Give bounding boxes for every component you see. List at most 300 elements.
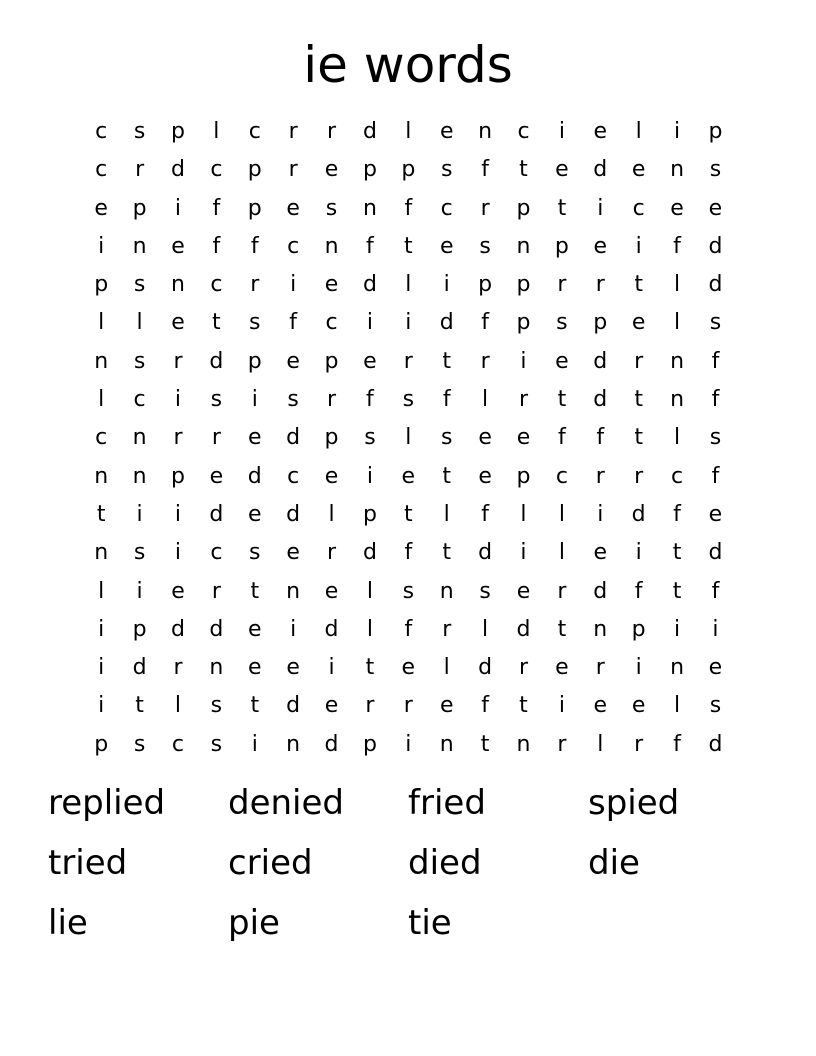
grid-letter: f bbox=[481, 693, 489, 719]
grid-letter: p bbox=[132, 616, 147, 642]
grid-letter: f bbox=[250, 233, 259, 259]
grid-letter: e bbox=[286, 655, 300, 681]
grid-letter: t bbox=[135, 693, 144, 719]
grid-letter: l bbox=[482, 616, 489, 642]
grid-letter: e bbox=[324, 693, 339, 719]
grid-letter: n bbox=[478, 119, 493, 144]
grid-letter: f bbox=[673, 501, 681, 527]
grid-letter: p bbox=[247, 157, 262, 183]
grid-letter: c bbox=[210, 157, 223, 183]
grid-letter: i bbox=[366, 463, 373, 489]
grid-letter: d bbox=[362, 272, 377, 298]
grid-letter: d bbox=[286, 693, 301, 719]
grid-letter: e bbox=[593, 119, 608, 144]
grid-letter: r bbox=[557, 731, 567, 757]
grid-letter: r bbox=[288, 119, 298, 144]
grid-letter: f bbox=[212, 195, 221, 221]
grid-letter: i bbox=[673, 616, 681, 642]
grid-letter: l bbox=[366, 578, 373, 604]
grid-letter: d bbox=[362, 540, 377, 566]
grid-letter: c bbox=[171, 731, 185, 757]
grid-letter: e bbox=[631, 693, 646, 719]
grid-letter: t bbox=[442, 463, 452, 489]
grid-letter: c bbox=[95, 425, 108, 451]
grid-letter: f bbox=[404, 540, 413, 566]
grid-letter: d bbox=[324, 731, 339, 757]
grid-letter: t bbox=[519, 693, 528, 719]
grid-letter: n bbox=[439, 731, 454, 757]
grid-letter: f bbox=[711, 578, 720, 604]
grid-letter: e bbox=[631, 157, 646, 183]
grid-letter: n bbox=[132, 425, 147, 451]
grid-letter: e bbox=[94, 195, 108, 221]
grid-letter: i bbox=[597, 501, 604, 527]
grid-letter: n bbox=[94, 540, 109, 566]
grid-letter: r bbox=[634, 348, 644, 374]
grid-letter: i bbox=[597, 195, 604, 221]
grid-letter: l bbox=[673, 425, 681, 451]
grid-letter: e bbox=[555, 655, 569, 681]
grid-letter: e bbox=[363, 348, 377, 374]
word-list-item: spied bbox=[588, 783, 680, 823]
grid-letter: e bbox=[324, 272, 339, 298]
grid-letter: l bbox=[405, 119, 412, 144]
grid-letter: e bbox=[324, 463, 339, 489]
grid-letter: i bbox=[174, 540, 182, 566]
grid-letter: i bbox=[98, 616, 105, 642]
grid-letter: e bbox=[439, 233, 454, 259]
grid-letter: e bbox=[593, 233, 608, 259]
grid-letter: i bbox=[174, 387, 182, 413]
grid-letter: n bbox=[286, 578, 301, 604]
grid-letter: f bbox=[481, 501, 489, 527]
grid-letter: l bbox=[520, 501, 527, 527]
word-list-item: die bbox=[588, 843, 640, 883]
grid-letter: l bbox=[482, 387, 489, 413]
grid-letter: e bbox=[247, 616, 262, 642]
grid-letter: l bbox=[558, 501, 565, 527]
grid-letter: i bbox=[443, 272, 450, 298]
grid-letter: d bbox=[362, 119, 377, 144]
grid-letter: r bbox=[365, 693, 375, 719]
grid-letter: s bbox=[364, 425, 376, 451]
grid-letter: e bbox=[286, 540, 300, 566]
grid-letter: r bbox=[442, 616, 452, 642]
grid-letter: i bbox=[98, 693, 105, 719]
grid-letter: l bbox=[98, 387, 105, 413]
grid-letter: t bbox=[480, 731, 490, 757]
grid-letter: t bbox=[672, 578, 682, 604]
grid-letter: n bbox=[132, 233, 147, 259]
grid-letter: l bbox=[174, 693, 182, 719]
grid-letter: d bbox=[708, 540, 723, 566]
grid-letter: d bbox=[439, 310, 454, 336]
grid-letter: t bbox=[250, 693, 260, 719]
grid-letter: s bbox=[709, 425, 722, 451]
grid-letter: s bbox=[709, 310, 722, 336]
grid-letter: p bbox=[516, 310, 531, 336]
grid-letter: d bbox=[478, 540, 493, 566]
grid-letter: r bbox=[595, 463, 605, 489]
grid-letter: r bbox=[173, 425, 183, 451]
grid-letter: l bbox=[673, 310, 681, 336]
grid-letter: p bbox=[516, 195, 531, 221]
grid-letter: i bbox=[712, 616, 719, 642]
word-list-item: tie bbox=[408, 903, 452, 943]
grid-letter: r bbox=[480, 195, 490, 221]
grid-letter: p bbox=[362, 157, 377, 183]
grid-letter: e bbox=[171, 310, 185, 336]
grid-letter: e bbox=[670, 195, 684, 221]
word-list-item: pie bbox=[228, 903, 280, 943]
grid-letter: f bbox=[673, 731, 681, 757]
grid-letter: i bbox=[98, 233, 105, 259]
grid-letter: c bbox=[248, 119, 261, 144]
grid-letter: e bbox=[555, 157, 569, 183]
grid-letter: f bbox=[366, 387, 374, 413]
grid-letter: r bbox=[518, 387, 529, 413]
grid-letter: e bbox=[247, 655, 262, 681]
grid-letter: i bbox=[635, 655, 642, 681]
grid-letter: t bbox=[634, 425, 643, 451]
grid-letter: n bbox=[362, 195, 377, 221]
grid-letter: p bbox=[554, 233, 569, 259]
grid-letter: t bbox=[634, 272, 643, 298]
grid-letter: e bbox=[247, 501, 262, 527]
grid-letter: e bbox=[708, 655, 723, 681]
grid-letter: i bbox=[673, 119, 681, 144]
grid-letter: c bbox=[440, 195, 453, 221]
grid-letter: p bbox=[170, 463, 185, 489]
grid-letter: t bbox=[519, 157, 528, 183]
grid-letter: e bbox=[401, 463, 416, 489]
grid-letter: i bbox=[251, 387, 258, 413]
grid-letter: d bbox=[593, 157, 608, 183]
grid-letter: t bbox=[212, 310, 221, 336]
grid-letter: t bbox=[96, 501, 106, 527]
grid-letter: c bbox=[632, 195, 645, 221]
grid-letter: n bbox=[439, 578, 454, 604]
grid-letter: n bbox=[132, 463, 147, 489]
grid-letter: d bbox=[247, 463, 262, 489]
grid-letter: n bbox=[670, 348, 685, 374]
grid-letter: d bbox=[631, 501, 646, 527]
grid-letter: n bbox=[593, 616, 608, 642]
grid-letter: r bbox=[327, 387, 337, 413]
grid-letter: c bbox=[671, 463, 684, 489]
grid-letter: l bbox=[98, 310, 105, 336]
grid-letter: s bbox=[133, 272, 146, 298]
grid-letter: l bbox=[405, 425, 412, 451]
grid-letter: i bbox=[558, 119, 565, 144]
grid-letter: e bbox=[593, 693, 608, 719]
grid-letter: r bbox=[327, 119, 337, 144]
grid-letter: f bbox=[481, 310, 489, 336]
grid-letter: i bbox=[635, 540, 642, 566]
grid-letter: d bbox=[286, 425, 301, 451]
grid-letter: r bbox=[211, 425, 221, 451]
grid-letter: n bbox=[324, 233, 339, 259]
grid-letter: i bbox=[251, 731, 258, 757]
grid-letter: f bbox=[711, 463, 720, 489]
word-list-item: cried bbox=[228, 843, 313, 883]
grid-letter: n bbox=[94, 463, 109, 489]
page-title: ie words bbox=[303, 36, 513, 94]
grid-letter: s bbox=[479, 578, 491, 604]
grid-letter: r bbox=[634, 731, 644, 757]
grid-letter: e bbox=[478, 425, 492, 451]
grid-letter: l bbox=[328, 501, 335, 527]
grid-letter: t bbox=[404, 233, 413, 259]
word-list bbox=[48, 778, 768, 958]
grid-letter: n bbox=[670, 655, 685, 681]
grid-letter: l bbox=[98, 578, 105, 604]
grid-letter: l bbox=[366, 616, 373, 642]
grid-letter: r bbox=[480, 348, 490, 374]
grid-letter: i bbox=[136, 501, 143, 527]
grid-letter: t bbox=[557, 387, 567, 413]
grid-letter: s bbox=[402, 578, 415, 604]
grid-letter: s bbox=[133, 731, 146, 757]
grid-letter: i bbox=[136, 578, 143, 604]
grid-letter: s bbox=[440, 425, 453, 451]
grid-letter: t bbox=[442, 348, 452, 374]
grid-letter: e bbox=[401, 655, 416, 681]
grid-letter: r bbox=[173, 655, 183, 681]
grid-letter: s bbox=[210, 731, 223, 757]
grid-letter: p bbox=[94, 731, 109, 757]
grid-letter: i bbox=[174, 195, 182, 221]
word-list-item: tried bbox=[48, 843, 128, 883]
grid-letter: l bbox=[673, 272, 681, 298]
grid-letter: e bbox=[708, 501, 723, 527]
grid-letter: i bbox=[635, 233, 642, 259]
grid-letter: r bbox=[173, 348, 183, 374]
grid-letter: n bbox=[670, 157, 685, 183]
grid-letter: e bbox=[708, 195, 723, 221]
grid-letter: d bbox=[132, 655, 147, 681]
grid-letter: p bbox=[708, 119, 723, 144]
grid-letter: p bbox=[132, 195, 147, 221]
grid-letter: p bbox=[324, 425, 339, 451]
grid-letter: p bbox=[401, 157, 416, 183]
grid-letter: e bbox=[439, 693, 454, 719]
grid-letter: f bbox=[404, 616, 413, 642]
grid-letter: r bbox=[327, 540, 337, 566]
grid-letter: p bbox=[478, 272, 493, 298]
grid-letter: n bbox=[209, 655, 224, 681]
grid-letter: e bbox=[286, 348, 300, 374]
grid-letter: r bbox=[595, 272, 605, 298]
word-list-item: died bbox=[408, 843, 482, 883]
grid-letter: l bbox=[673, 693, 681, 719]
grid-letter: s bbox=[709, 157, 722, 183]
grid-letter: s bbox=[556, 310, 568, 336]
grid-letter: s bbox=[133, 119, 146, 144]
grid-letter: e bbox=[516, 578, 531, 604]
grid-letter: e bbox=[631, 310, 646, 336]
grid-letter: f bbox=[634, 578, 643, 604]
word-list-item: denied bbox=[228, 783, 344, 823]
grid-letter: t bbox=[672, 540, 682, 566]
grid-letter: r bbox=[288, 157, 298, 183]
grid-letter: d bbox=[209, 616, 224, 642]
grid-letter: p bbox=[362, 731, 377, 757]
grid-letter: c bbox=[133, 387, 146, 413]
grid-letter: s bbox=[325, 195, 338, 221]
grid-letter: d bbox=[286, 501, 301, 527]
grid-letter: c bbox=[287, 233, 300, 259]
grid-letter: p bbox=[362, 501, 377, 527]
grid-letter: d bbox=[593, 578, 608, 604]
grid-letter: i bbox=[290, 272, 297, 298]
grid-letter: s bbox=[133, 348, 146, 374]
grid-letter: t bbox=[557, 616, 567, 642]
grid-letter: p bbox=[170, 119, 185, 144]
grid-letter: d bbox=[209, 348, 224, 374]
grid-letter: t bbox=[250, 578, 260, 604]
grid-letter: i bbox=[520, 540, 527, 566]
grid-letter: d bbox=[324, 616, 339, 642]
grid-letter: d bbox=[708, 272, 723, 298]
grid-letter: s bbox=[709, 693, 722, 719]
grid-letter: l bbox=[635, 119, 642, 144]
grid-letter: n bbox=[670, 387, 685, 413]
grid-letter: c bbox=[210, 272, 223, 298]
grid-letter: f bbox=[711, 387, 720, 413]
grid-letter: p bbox=[247, 195, 262, 221]
grid-letter: r bbox=[557, 578, 567, 604]
grid-letter: l bbox=[213, 119, 220, 144]
grid-letter: e bbox=[324, 157, 339, 183]
grid-letter: d bbox=[708, 233, 723, 259]
grid-letter: p bbox=[247, 348, 262, 374]
grid-letter: n bbox=[516, 233, 531, 259]
grid-letter: e bbox=[478, 463, 492, 489]
grid-letter: f bbox=[404, 195, 413, 221]
grid-letter: e bbox=[516, 425, 531, 451]
grid-letter: r bbox=[403, 693, 413, 719]
grid-letter: l bbox=[443, 501, 450, 527]
grid-letter: e bbox=[593, 540, 608, 566]
grid-letter: n bbox=[171, 272, 185, 298]
grid-letter: l bbox=[597, 731, 604, 757]
word-list-item: fried bbox=[408, 783, 486, 823]
grid-letter: i bbox=[174, 501, 182, 527]
grid-letter: s bbox=[249, 540, 261, 566]
grid-letter: d bbox=[593, 387, 608, 413]
grid-letter: i bbox=[328, 655, 335, 681]
grid-letter: e bbox=[439, 119, 454, 144]
grid-letter: d bbox=[170, 157, 185, 183]
grid-letter: s bbox=[249, 310, 261, 336]
grid-letter: d bbox=[209, 501, 224, 527]
grid-letter: r bbox=[211, 578, 221, 604]
grid-letter: c bbox=[555, 463, 568, 489]
grid-letter: f bbox=[442, 387, 451, 413]
grid-letter: r bbox=[135, 157, 145, 183]
grid-letter: c bbox=[517, 119, 530, 144]
grid-letter: f bbox=[596, 425, 605, 451]
grid-letter: s bbox=[479, 233, 491, 259]
grid-letter: p bbox=[631, 616, 646, 642]
grid-letter: f bbox=[673, 233, 681, 259]
grid-letter: n bbox=[516, 731, 531, 757]
grid-letter: t bbox=[442, 540, 452, 566]
grid-letter: f bbox=[366, 233, 374, 259]
grid-letter: r bbox=[403, 348, 413, 374]
grid-letter: p bbox=[516, 272, 531, 298]
grid-letter: e bbox=[247, 425, 262, 451]
grid-letter: i bbox=[290, 616, 297, 642]
grid-letter: i bbox=[366, 310, 373, 336]
grid-letter: l bbox=[443, 655, 450, 681]
grid-letter: c bbox=[210, 540, 223, 566]
grid-letter: c bbox=[95, 119, 108, 144]
word-list-item: replied bbox=[48, 783, 166, 823]
grid-letter: s bbox=[133, 540, 146, 566]
grid-letter: t bbox=[557, 195, 567, 221]
grid-letter: t bbox=[365, 655, 375, 681]
grid-letter: r bbox=[250, 272, 260, 298]
grid-letter: f bbox=[289, 310, 298, 336]
grid-letter: c bbox=[287, 463, 300, 489]
grid-letter: e bbox=[286, 195, 300, 221]
grid-letter: s bbox=[210, 693, 223, 719]
grid-letter: c bbox=[95, 157, 108, 183]
grid-letter: d bbox=[708, 731, 723, 757]
grid-letter: s bbox=[210, 387, 223, 413]
grid-letter: p bbox=[516, 463, 531, 489]
grid-letter: r bbox=[595, 655, 605, 681]
grid-letter: s bbox=[402, 387, 415, 413]
grid-letter: c bbox=[325, 310, 338, 336]
word-search-grid bbox=[82, 113, 735, 764]
grid-letter: n bbox=[94, 348, 109, 374]
grid-letter: t bbox=[404, 501, 413, 527]
grid-letter: e bbox=[209, 463, 224, 489]
grid-letter: f bbox=[212, 233, 221, 259]
grid-letter: i bbox=[520, 348, 527, 374]
grid-letter: i bbox=[405, 310, 412, 336]
grid-letter: f bbox=[481, 157, 489, 183]
grid-letter: i bbox=[558, 693, 565, 719]
grid-letter: f bbox=[711, 348, 720, 374]
grid-letter: s bbox=[287, 387, 299, 413]
grid-letter: l bbox=[558, 540, 565, 566]
grid-letter: e bbox=[555, 348, 569, 374]
grid-letter: d bbox=[170, 616, 185, 642]
grid-letter: n bbox=[286, 731, 301, 757]
grid-letter: d bbox=[593, 348, 608, 374]
word-list-item: lie bbox=[48, 903, 88, 943]
grid-letter: d bbox=[478, 655, 493, 681]
grid-letter: r bbox=[518, 655, 529, 681]
grid-letter: t bbox=[634, 387, 643, 413]
grid-letter: s bbox=[440, 157, 453, 183]
grid-letter: l bbox=[136, 310, 143, 336]
grid-letter: r bbox=[557, 272, 567, 298]
grid-letter: p bbox=[94, 272, 109, 298]
grid-letter: p bbox=[593, 310, 608, 336]
grid-letter: p bbox=[324, 348, 339, 374]
grid-letter: d bbox=[516, 616, 531, 642]
grid-letter: e bbox=[171, 578, 185, 604]
grid-letter: i bbox=[98, 655, 105, 681]
grid-letter: i bbox=[405, 731, 412, 757]
grid-letter: e bbox=[324, 578, 339, 604]
grid-letter: l bbox=[405, 272, 412, 298]
